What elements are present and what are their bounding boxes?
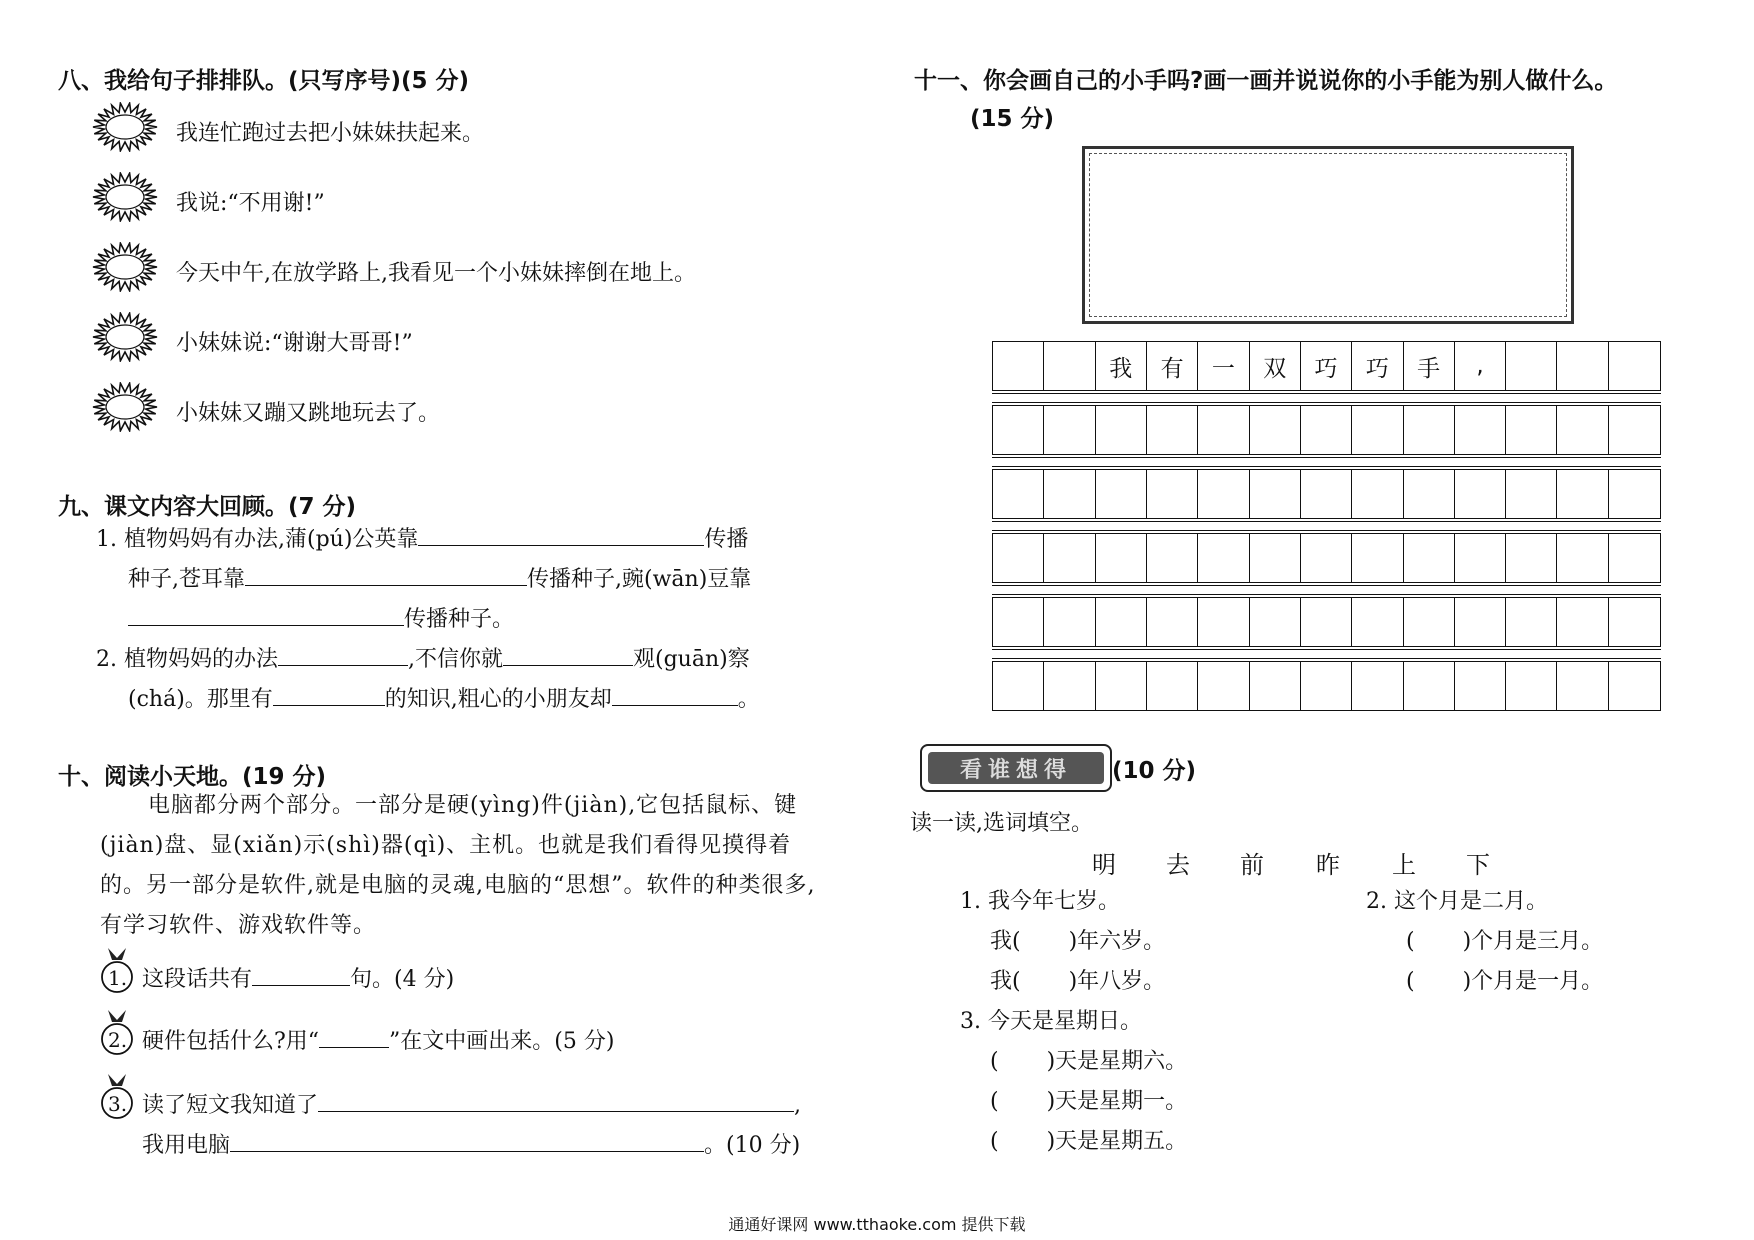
s10-q3-text-a: 读了短文我知道了 bbox=[142, 1093, 319, 1118]
grid-cell: , bbox=[1455, 342, 1506, 390]
s10-q1-text-a: 这段话共有 bbox=[142, 967, 253, 992]
s12-q2-title: 2. 这个月是二月。 bbox=[1366, 889, 1548, 914]
grid-cell[interactable] bbox=[1096, 470, 1147, 518]
grid-cell[interactable] bbox=[1455, 598, 1506, 646]
s9-q2-text-d: (chá)。那里有 bbox=[128, 687, 273, 712]
s10-q2-text-b: ”在文中画出来。(5 分) bbox=[389, 1029, 615, 1054]
grid-cell[interactable] bbox=[1044, 598, 1095, 646]
q-num: 3. bbox=[108, 1092, 128, 1116]
grid-cell[interactable] bbox=[1557, 406, 1608, 454]
grid-cell[interactable] bbox=[1352, 662, 1403, 710]
fill-close: )天是星期一。 bbox=[1046, 1089, 1188, 1114]
reading-passage: 电脑都分两个部分。一部分是硬(yìng)件(jiàn),它包括鼠标、键(jiàn)盘、显(xiǎn)示(shì)器(qì)、主机。也就是我们看得见摸得着的。另一部分是软件,就是电脑的灵魂,电脑的“思想”。软件的种类很多,有学习软件、游戏软件等。 bbox=[100, 793, 816, 938]
grid-cell[interactable] bbox=[1404, 470, 1455, 518]
grid-cell[interactable] bbox=[1609, 534, 1660, 582]
word-choice: 昨 bbox=[1316, 851, 1340, 879]
s9-q2-text-b: ,不信你就 bbox=[408, 647, 504, 672]
grid-cell[interactable] bbox=[1404, 406, 1455, 454]
grid-row-separator bbox=[992, 521, 1661, 531]
s9-q2-text-c: 观(guān)察 bbox=[633, 647, 750, 672]
grid-cell[interactable] bbox=[1352, 598, 1403, 646]
grid-cell: 我 bbox=[1096, 342, 1147, 390]
grid-cell[interactable] bbox=[1250, 406, 1301, 454]
s9-q1-text-a: 植物妈妈有办法,蒲(pú)公英靠 bbox=[124, 527, 419, 552]
grid-cell: 巧 bbox=[1301, 342, 1352, 390]
s10-q3-line2 bbox=[142, 1128, 800, 1159]
grid-cell[interactable] bbox=[1147, 534, 1198, 582]
word-choice: 明 bbox=[1092, 851, 1116, 879]
grid-cell[interactable] bbox=[1506, 662, 1557, 710]
fill-open: ( bbox=[990, 1049, 999, 1074]
grid-cell[interactable] bbox=[1198, 470, 1249, 518]
section11-score: (15 分) bbox=[970, 106, 1055, 132]
grid-cell: 有 bbox=[1147, 342, 1198, 390]
grid-cell[interactable] bbox=[1301, 470, 1352, 518]
fill-open: 我( bbox=[990, 969, 1021, 994]
grid-cell[interactable] bbox=[1301, 406, 1352, 454]
grid-cell: 手 bbox=[1404, 342, 1455, 390]
grid-cell[interactable] bbox=[1044, 406, 1095, 454]
fill-close: )天是星期六。 bbox=[1046, 1049, 1188, 1074]
s9-q1-text-e: 传播种子。 bbox=[404, 607, 515, 632]
word-choice: 前 bbox=[1240, 851, 1264, 879]
grid-cell[interactable] bbox=[1301, 534, 1352, 582]
s9-q2-line2 bbox=[128, 682, 760, 713]
grid-cell[interactable] bbox=[1609, 406, 1660, 454]
sentence-4: 小妹妹说:“谢谢大哥哥!” bbox=[176, 331, 413, 356]
s12-q2-line2 bbox=[1406, 964, 1603, 995]
grid-cell[interactable] bbox=[1147, 662, 1198, 710]
section9-title: 九、课文内容大回顾。(7 分) bbox=[58, 494, 357, 520]
sentence-2: 我说:“不用谢!” bbox=[176, 191, 325, 216]
answer-blank[interactable] bbox=[418, 525, 704, 546]
answer-blank[interactable] bbox=[273, 685, 385, 706]
answer-blank[interactable] bbox=[319, 1027, 389, 1048]
grid-cell[interactable] bbox=[1096, 534, 1147, 582]
s9-q2-num: 2. bbox=[96, 647, 117, 672]
grid-cell[interactable] bbox=[1404, 598, 1455, 646]
grid-cell[interactable] bbox=[1147, 470, 1198, 518]
grid-cell[interactable] bbox=[1044, 534, 1095, 582]
word-choice: 去 bbox=[1166, 851, 1190, 879]
q-num: 2. bbox=[108, 1028, 128, 1052]
grid-cell[interactable] bbox=[1609, 598, 1660, 646]
s9-q2-text-a: 植物妈妈的办法 bbox=[124, 647, 279, 672]
section8-title: 八、我给句子排排队。(只写序号)(5 分) bbox=[58, 68, 470, 94]
section-badge bbox=[920, 744, 1112, 792]
s10-q3-text-d: 。(10 分) bbox=[704, 1133, 801, 1158]
grid-cell[interactable] bbox=[1044, 662, 1095, 710]
starburst-icon[interactable] bbox=[92, 312, 158, 362]
grid-cell[interactable] bbox=[993, 534, 1044, 582]
grid-cell[interactable] bbox=[993, 598, 1044, 646]
grid-cell[interactable] bbox=[1301, 662, 1352, 710]
grid-cell[interactable] bbox=[1455, 406, 1506, 454]
s9-q1-line3 bbox=[128, 602, 514, 633]
drawing-box[interactable] bbox=[1082, 146, 1574, 324]
grid-cell[interactable] bbox=[993, 342, 1044, 390]
fill-close: )天是星期五。 bbox=[1046, 1129, 1188, 1154]
grid-cell[interactable] bbox=[1198, 598, 1249, 646]
starburst-icon[interactable] bbox=[92, 102, 158, 152]
s10-q3-text-c: 我用电脑 bbox=[142, 1133, 231, 1158]
fill-close: )个月是三月。 bbox=[1462, 929, 1604, 954]
section11-title: 十一、你会画自己的小手吗?画一画并说说你的小手能为别人做什么。 bbox=[914, 68, 1618, 94]
grid-cell: 双 bbox=[1250, 342, 1301, 390]
grid-cell[interactable] bbox=[1557, 534, 1608, 582]
grid-cell[interactable] bbox=[1352, 470, 1403, 518]
answer-blank[interactable] bbox=[128, 605, 404, 626]
s9-q1-text-c: 种子,苍耳靠 bbox=[128, 567, 245, 592]
grid-cell[interactable] bbox=[1147, 406, 1198, 454]
grid-cell[interactable] bbox=[1557, 598, 1608, 646]
grid-cell[interactable] bbox=[1096, 662, 1147, 710]
grid-row-separator bbox=[992, 393, 1661, 403]
s10-q2-text-a: 硬件包括什么?用“ bbox=[142, 1029, 320, 1054]
badge-label: 看谁想得 bbox=[928, 752, 1104, 784]
fill-close: )年八岁。 bbox=[1068, 969, 1166, 994]
grid-cell[interactable] bbox=[993, 406, 1044, 454]
answer-blank[interactable] bbox=[503, 645, 633, 666]
sentence-1: 我连忙跑过去把小妹妹扶起来。 bbox=[176, 121, 485, 146]
grid-cell[interactable] bbox=[1455, 534, 1506, 582]
grid-cell[interactable] bbox=[1301, 598, 1352, 646]
grid-cell[interactable] bbox=[1147, 598, 1198, 646]
grid-cell[interactable] bbox=[1609, 662, 1660, 710]
grid-cell[interactable] bbox=[1506, 342, 1557, 390]
s9-q1-line2 bbox=[128, 562, 751, 593]
section12-instruction: 读一读,选词填空。 bbox=[910, 811, 1093, 836]
grid-cell[interactable] bbox=[1250, 598, 1301, 646]
grid-cell[interactable] bbox=[1096, 406, 1147, 454]
grid-cell[interactable] bbox=[1506, 534, 1557, 582]
grid-cell[interactable] bbox=[1609, 342, 1660, 390]
grid-cell[interactable] bbox=[1506, 470, 1557, 518]
fill-open: ( bbox=[990, 1089, 999, 1114]
grid-cell[interactable] bbox=[993, 662, 1044, 710]
fill-open: ( bbox=[1406, 969, 1415, 994]
starburst-icon[interactable] bbox=[92, 382, 158, 432]
grid-row-separator bbox=[992, 457, 1661, 467]
s10-q2 bbox=[142, 1024, 614, 1055]
answer-blank[interactable] bbox=[318, 1091, 794, 1112]
s12-q2-line1 bbox=[1406, 924, 1603, 955]
footer-credit: 通通好课网 www.tthaoke.com 提供下载 bbox=[728, 1215, 1026, 1234]
grid-cell[interactable] bbox=[1455, 662, 1506, 710]
grid-cell[interactable] bbox=[1352, 534, 1403, 582]
grid-cell: 一 bbox=[1198, 342, 1249, 390]
s12-q3-line3 bbox=[990, 1124, 1187, 1155]
sentence-5: 小妹妹又蹦又跳地玩去了。 bbox=[176, 401, 441, 426]
answer-blank[interactable] bbox=[245, 565, 527, 586]
s12-q3-title: 3. 今天是星期日。 bbox=[960, 1009, 1142, 1034]
word-choice: 下 bbox=[1466, 851, 1490, 879]
s9-q1-text-b: 传播 bbox=[704, 527, 749, 552]
s12-q1-line2 bbox=[990, 964, 1165, 995]
s10-q1 bbox=[142, 962, 454, 993]
fill-open: ( bbox=[1406, 929, 1415, 954]
grid-cell[interactable] bbox=[1352, 406, 1403, 454]
s9-q2-line1 bbox=[96, 642, 750, 673]
grid-row-separator bbox=[992, 585, 1661, 595]
s9-q1-line1 bbox=[96, 522, 748, 553]
starburst-icon[interactable] bbox=[92, 242, 158, 292]
grid-cell[interactable] bbox=[1506, 406, 1557, 454]
grid-cell[interactable] bbox=[1250, 534, 1301, 582]
fill-open: ( bbox=[990, 1129, 999, 1154]
grid-cell[interactable] bbox=[1557, 662, 1608, 710]
grid-cell[interactable] bbox=[1404, 534, 1455, 582]
s12-q3-line1 bbox=[990, 1044, 1187, 1075]
s9-q2-text-e: 的知识,粗心的小朋友却 bbox=[384, 687, 612, 712]
s10-q3-line1 bbox=[142, 1088, 801, 1119]
grid-cell[interactable] bbox=[1404, 662, 1455, 710]
fill-open: 我( bbox=[990, 929, 1021, 954]
section10-title: 十、阅读小天地。(19 分) bbox=[58, 764, 327, 790]
grid-cell[interactable] bbox=[1198, 406, 1249, 454]
grid-cell[interactable] bbox=[1096, 598, 1147, 646]
grid-row bbox=[992, 469, 1661, 519]
grid-cell[interactable] bbox=[1557, 342, 1608, 390]
answer-blank[interactable] bbox=[230, 1131, 704, 1152]
s10-q3-text-b: , bbox=[794, 1093, 802, 1118]
grid-cell[interactable] bbox=[1198, 534, 1249, 582]
grid-row-separator bbox=[992, 649, 1661, 659]
grid-row bbox=[992, 341, 1661, 391]
answer-blank[interactable] bbox=[612, 685, 738, 706]
grid-cell[interactable] bbox=[1455, 470, 1506, 518]
grid-cell[interactable] bbox=[1198, 662, 1249, 710]
grid-cell[interactable] bbox=[1557, 470, 1608, 518]
grid-row bbox=[992, 597, 1661, 647]
grid-cell[interactable] bbox=[1044, 342, 1095, 390]
q-num: 1. bbox=[108, 966, 128, 990]
s12-q1-title: 1. 我今年七岁。 bbox=[960, 889, 1120, 914]
grid-row bbox=[992, 533, 1661, 583]
s9-q2-text-f: 。 bbox=[737, 687, 760, 712]
grid-cell[interactable] bbox=[1506, 598, 1557, 646]
s9-q1-text-d: 传播种子,豌(wān)豆靠 bbox=[527, 567, 752, 592]
grid-cell[interactable] bbox=[1250, 662, 1301, 710]
answer-blank[interactable] bbox=[278, 645, 408, 666]
sentence-3: 今天中午,在放学路上,我看见一个小妹妹摔倒在地上。 bbox=[176, 261, 696, 286]
s10-q1-text-b: 句。(4 分) bbox=[350, 967, 455, 992]
starburst-icon[interactable] bbox=[92, 172, 158, 222]
grid-cell: 巧 bbox=[1352, 342, 1403, 390]
grid-cell[interactable] bbox=[1044, 470, 1095, 518]
grid-row bbox=[992, 661, 1661, 711]
word-choice: 上 bbox=[1392, 851, 1416, 879]
fill-close: )年六岁。 bbox=[1068, 929, 1166, 954]
s9-q1-num: 1. bbox=[96, 527, 117, 552]
s12-q1-line1 bbox=[990, 924, 1165, 955]
grid-cell[interactable] bbox=[993, 470, 1044, 518]
section12-score: (10 分) bbox=[1112, 758, 1197, 784]
answer-blank[interactable] bbox=[252, 965, 350, 986]
s12-q3-line2 bbox=[990, 1084, 1187, 1115]
fill-close: )个月是一月。 bbox=[1462, 969, 1604, 994]
grid-row bbox=[992, 405, 1661, 455]
grid-cell[interactable] bbox=[1250, 470, 1301, 518]
grid-cell[interactable] bbox=[1609, 470, 1660, 518]
